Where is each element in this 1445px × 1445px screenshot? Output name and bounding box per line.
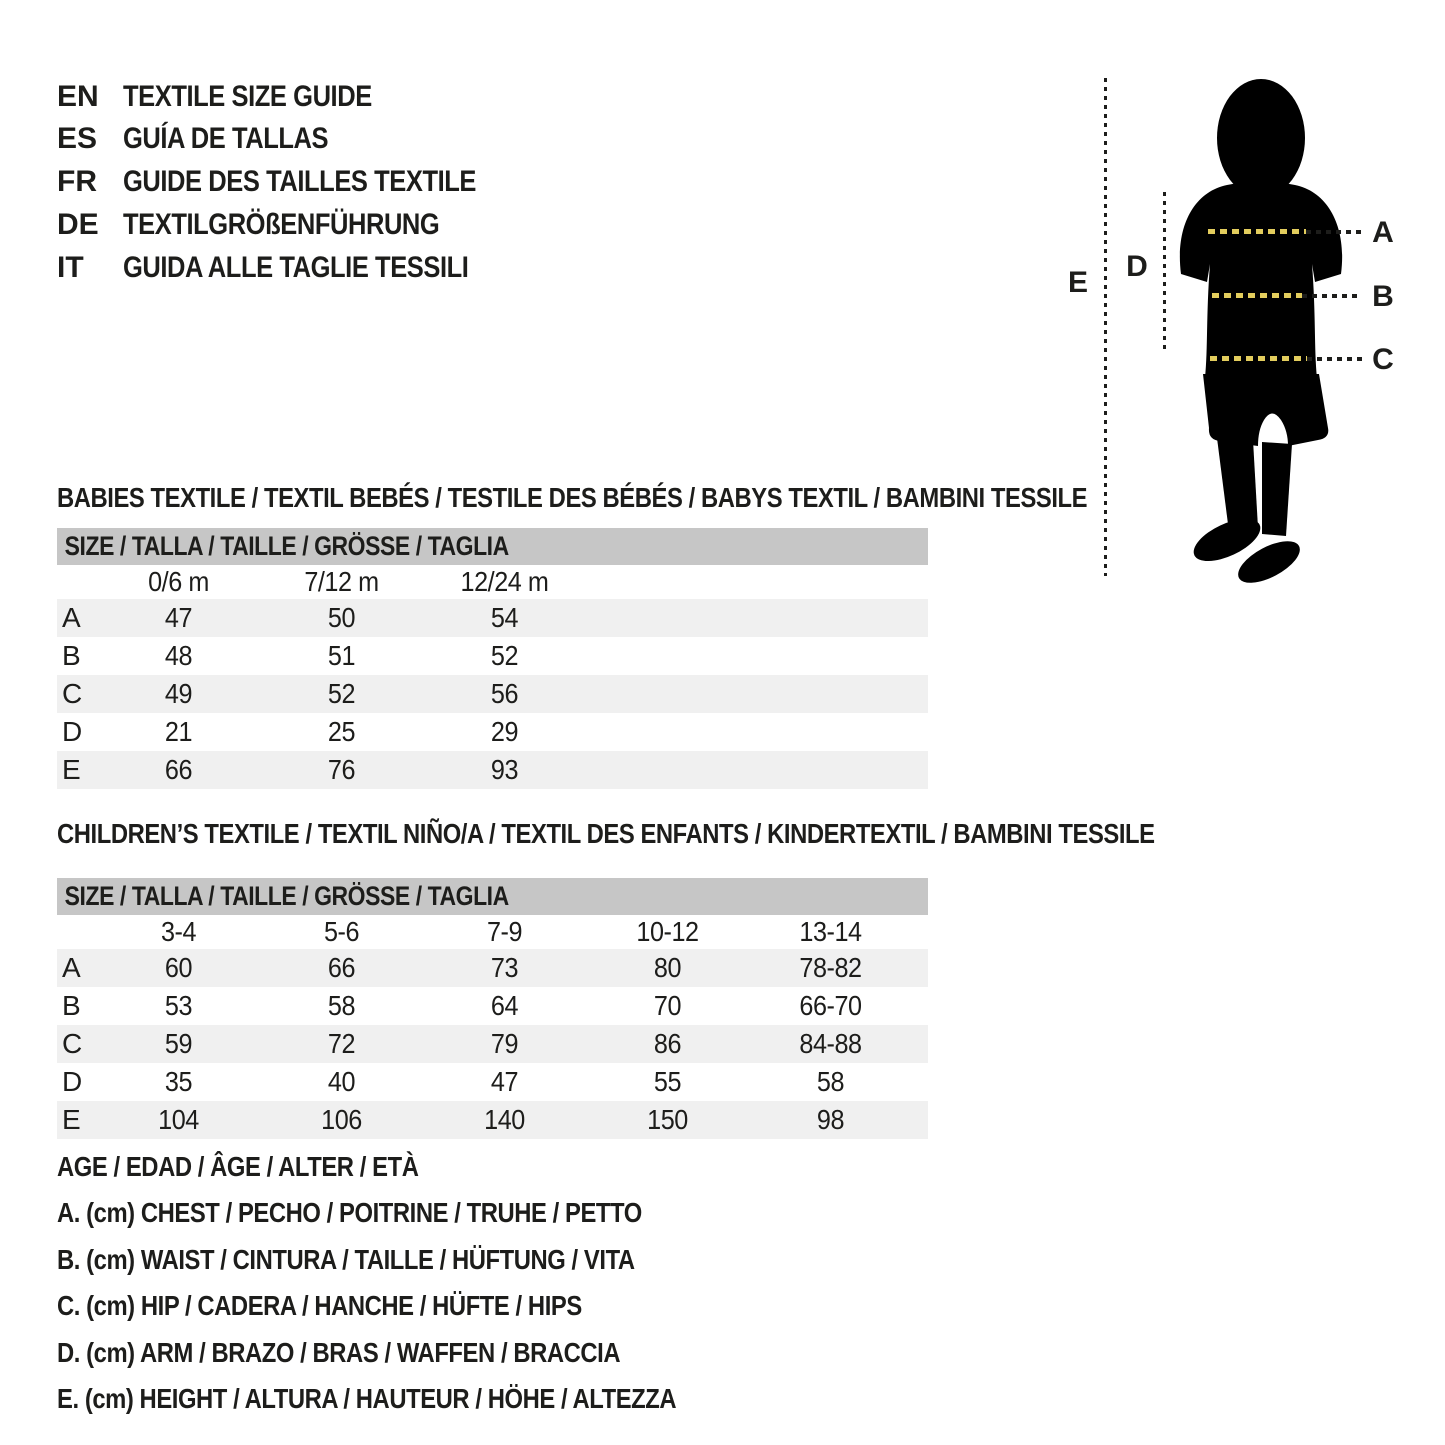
cell-value: 21 (164, 716, 193, 747)
marker-label-e: E (1067, 266, 1088, 299)
cell-value: 106 (321, 1104, 362, 1135)
cell-value: 52 (490, 640, 519, 671)
cell-value: 72 (327, 1028, 356, 1059)
cell-value: 50 (327, 602, 356, 633)
legend-line: B. (cm) WAIST / CINTURA / TAILLE / HÜFTUNG / VITA (57, 1244, 635, 1275)
cell-value: 58 (816, 1066, 845, 1097)
row-label: E (62, 754, 81, 785)
language-title: TEXTILGRÖßENFÜHRUNG (123, 207, 440, 241)
marker-label-c: C (1372, 343, 1394, 376)
row-label: A (62, 952, 81, 983)
table-row (57, 1025, 928, 1063)
column-header: 10-12 (636, 916, 699, 947)
cell-value: 140 (484, 1104, 525, 1135)
row-label: A (62, 602, 81, 633)
column-header: 0/6 m (148, 566, 209, 597)
cell-value: 56 (490, 678, 519, 709)
row-label: E (62, 1104, 81, 1135)
child-silhouette (1165, 76, 1350, 588)
cell-value: 79 (490, 1028, 519, 1059)
babies-table (57, 565, 928, 789)
cell-value: 52 (327, 678, 356, 709)
marker-label-a: A (1372, 216, 1394, 249)
column-header: 7/12 m (304, 566, 379, 597)
children-table (57, 915, 928, 1139)
cell-value: 35 (164, 1066, 193, 1097)
table-row (57, 713, 928, 751)
cell-value: 70 (653, 990, 682, 1021)
babies-size-header-bar: SIZE / TALLA / TAILLE / GRÖSSE / TAGLIA (57, 528, 928, 565)
chest-dash-line-a (1208, 229, 1306, 234)
cell-value: 49 (164, 678, 193, 709)
hip-dot-line-c (1307, 357, 1362, 361)
language-code: EN (57, 79, 99, 113)
cell-value: 48 (164, 640, 193, 671)
children-size-header-bar: SIZE / TALLA / TAILLE / GRÖSSE / TAGLIA (57, 878, 928, 915)
cell-value: 40 (327, 1066, 356, 1097)
column-header: 5-6 (323, 916, 360, 947)
cell-value: 104 (158, 1104, 199, 1135)
language-title: GUIDE DES TAILLES TEXTILE (123, 164, 477, 198)
cell-value: 66 (164, 754, 193, 785)
legend-line: C. (cm) HIP / CADERA / HANCHE / HÜFTE / HIPS (57, 1290, 582, 1321)
legend-line: D. (cm) ARM / BRAZO / BRAS / WAFFEN / BRACCIA (57, 1337, 621, 1368)
legend-line: E. (cm) HEIGHT / ALTURA / HAUTEUR / HÖHE / ALTEZZA (57, 1383, 677, 1414)
language-row (57, 160, 538, 203)
cell-value: 66-70 (799, 990, 862, 1021)
table-row (57, 1063, 928, 1101)
waist-dot-line-b (1302, 294, 1362, 298)
cell-value: 150 (647, 1104, 688, 1135)
cell-value: 78-82 (799, 952, 862, 983)
table-row (57, 1101, 928, 1139)
table-row (57, 987, 928, 1025)
row-label: D (62, 1066, 82, 1097)
table-row (57, 675, 928, 713)
cell-value: 86 (653, 1028, 682, 1059)
cell-value: 66 (327, 952, 356, 983)
language-title: GUIDA ALLE TAGLIE TESSILI (123, 250, 469, 284)
cell-value: 47 (164, 602, 193, 633)
hip-dash-line-c (1210, 356, 1307, 361)
language-row (57, 75, 416, 118)
babies-section-title: BABIES TEXTILE / TEXTIL BEBÉS / TESTILE DES BÉBÉS / BABYS TEXTIL / BAMBINI TESSILE (57, 481, 1088, 513)
cell-value: 29 (490, 716, 519, 747)
chest-dot-line-a (1306, 230, 1362, 234)
babies-column-header-row (57, 565, 928, 599)
row-label: C (62, 1028, 82, 1059)
cell-value: 64 (490, 990, 519, 1021)
column-header: 3-4 (160, 916, 197, 947)
language-title: GUÍA DE TALLAS (123, 121, 329, 155)
marker-label-d: D (1126, 250, 1148, 283)
cell-value: 98 (816, 1104, 845, 1135)
cell-value: 54 (490, 602, 519, 633)
table-row (57, 949, 928, 987)
children-section-title: CHILDREN’S TEXTILE / TEXTIL NIÑO/A / TEXTIL DES ENFANTS / KINDERTEXTIL / BAMBINI TESSILE (57, 817, 1155, 849)
legend-line: AGE / EDAD / ÂGE / ALTER / ETÀ (57, 1151, 419, 1182)
row-label: B (62, 990, 81, 1021)
cell-value: 59 (164, 1028, 193, 1059)
table-row (57, 599, 928, 637)
cell-value: 73 (490, 952, 519, 983)
cell-value: 47 (490, 1066, 519, 1097)
cell-value: 53 (164, 990, 193, 1021)
cell-value: 60 (164, 952, 193, 983)
language-row (57, 246, 529, 289)
cell-value: 51 (327, 640, 356, 671)
row-label: C (62, 678, 82, 709)
children-column-header-row (57, 915, 928, 949)
column-header: 13-14 (799, 916, 862, 947)
cell-value: 58 (327, 990, 356, 1021)
language-code: IT (57, 250, 84, 284)
row-label: B (62, 640, 81, 671)
cell-value: 93 (490, 754, 519, 785)
language-code: ES (57, 121, 98, 155)
legend-line: A. (cm) CHEST / PECHO / POITRINE / TRUHE / PETTO (57, 1197, 642, 1228)
language-title: TEXTILE SIZE GUIDE (123, 79, 372, 113)
waist-dash-line-b (1212, 293, 1302, 298)
cell-value: 55 (653, 1066, 682, 1097)
row-label: D (62, 716, 82, 747)
cell-value: 25 (327, 716, 356, 747)
column-header: 12/24 m (460, 566, 549, 597)
cell-value: 80 (653, 952, 682, 983)
table-row (57, 637, 928, 675)
marker-label-b: B (1372, 280, 1394, 313)
language-row (57, 203, 495, 246)
cell-value: 76 (327, 754, 356, 785)
cell-value: 84-88 (799, 1028, 862, 1059)
language-code: FR (57, 164, 97, 198)
language-row (57, 117, 364, 160)
table-row (57, 751, 928, 789)
column-header: 7-9 (486, 916, 523, 947)
language-code: DE (57, 207, 99, 241)
